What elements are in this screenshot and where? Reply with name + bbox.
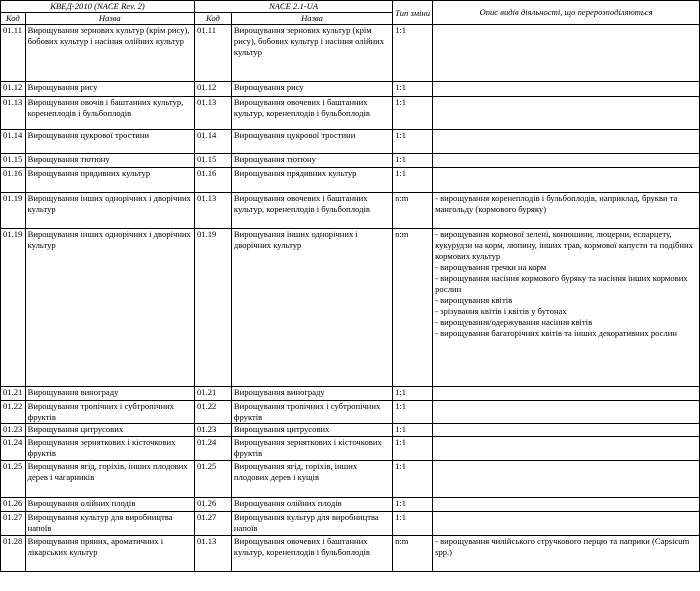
name-old-cell: Вирощування прядивних культур [25,168,194,193]
change-type-cell: 1:1 [393,512,433,536]
change-type-cell: n:m [393,536,433,572]
code-old-cell: 01.28 [1,536,26,572]
code-old-cell: 01.26 [1,498,26,512]
description-cell [433,512,700,536]
description-item: - вирощування багаторiчних квiтiв та iнших декоративних рослин [435,328,677,338]
code-old-cell: 01.19 [1,193,26,229]
name-old-cell: Вирощування олiйних плодiв [25,498,194,512]
name-old-cell: Вирощування зернових культур (крiм рису), бобових культур i насiння олiйних культур [25,25,194,82]
name-old-cell: Вирощування цукрової тростини [25,130,194,154]
code-new-cell: 01.13 [194,193,231,229]
description-cell [433,168,700,193]
description-item: - вирощування/одержування насiння квiтiв [435,317,593,327]
name-new-cell: Вирощування цитрусових [231,424,392,437]
name-old-cell: Вирощування винограду [25,387,194,401]
change-type-cell: n:m [393,229,433,387]
name-new-cell: Вирощування овочевих i баштанних культур, коренеплодiв i бульбоплодiв [231,97,392,130]
table-row [1,168,700,193]
code-new-cell: 01.22 [194,401,231,424]
code-new-cell: 01.13 [194,97,231,130]
table-row [1,498,700,512]
table-row [1,536,700,572]
code-old-cell: 01.22 [1,401,26,424]
table-row [1,401,700,424]
code-new-cell: 01.27 [194,512,231,536]
name-new-cell: Вирощування культур для виробництва напоїв [231,512,392,536]
table-row [1,25,700,82]
name-header-old: Назва [25,13,194,25]
code-old-cell: 01.24 [1,437,26,461]
code-new-cell: 01.21 [194,387,231,401]
code-old-cell: 01.14 [1,130,26,154]
description-item: - вирощування гречки на корм [435,262,547,272]
change-type-cell: 1:1 [393,437,433,461]
description-item: - вирощування насiння кормового буряку та насiння iнших кормових рослин [435,273,688,294]
code-new-cell: 01.15 [194,154,231,168]
description-cell [433,193,700,229]
name-new-cell: Вирощування тропiчних i субтропiчних фруктiв [231,401,392,424]
description-cell [433,97,700,130]
description-item: - вирощування кормової зеленi, конюшини, люцерни, еспарцету, кукурудзи на корм, люпину, iнших трав, кормової капусти та подiбних кормових культур [435,229,693,261]
name-new-cell: Вирощування зерняткових i кiсточкових фруктiв [231,437,392,461]
description-cell [433,424,700,437]
code-old-cell: 01.12 [1,82,26,97]
table-row [1,461,700,498]
name-old-cell: Вирощування пряних, ароматичних i лiкарських культур [25,536,194,572]
table-row [1,154,700,168]
description-cell [433,130,700,154]
code-header-new: Код [194,13,231,25]
description-item: - зрiзування квiтiв i квiтiв у бутонах [435,306,567,316]
code-old-cell: 01.11 [1,25,26,82]
table-body [1,25,700,572]
name-new-cell: Вирощування рису [231,82,392,97]
code-old-cell: 01.23 [1,424,26,437]
description-cell [433,498,700,512]
name-new-cell: Вирощування прядивних культур [231,168,392,193]
change-type-cell: 1:1 [393,154,433,168]
code-header-old: Код [1,13,26,25]
code-new-cell: 01.24 [194,437,231,461]
table-row [1,512,700,536]
code-new-cell: 01.12 [194,82,231,97]
name-old-cell: Вирощування овочiв i баштанних культур, коренеплодiв i бульбоплодiв [25,97,194,130]
name-header-new: Назва [231,13,392,25]
code-old-cell: 01.21 [1,387,26,401]
name-new-cell: Вирощування зернових культур (крiм рису), бобових культур i насiння олiйних культур [231,25,392,82]
description-cell [433,82,700,97]
code-new-cell: 01.23 [194,424,231,437]
description-cell [433,387,700,401]
name-new-cell: Вирощування овочевих i баштанних культур, коренеплодiв i бульбоплодiв [231,193,392,229]
description-cell [433,154,700,168]
name-new-cell: Вирощування цукрової тростини [231,130,392,154]
change-type-cell: 1:1 [393,424,433,437]
table-row [1,97,700,130]
description-column-header: Опис видiв дiяльностi, що перерозподiляються [433,1,700,25]
code-new-cell: 01.11 [194,25,231,82]
change-type-cell: 1:1 [393,401,433,424]
name-old-cell: Вирощування рису [25,82,194,97]
name-new-cell: Вирощування олiйних плодiв [231,498,392,512]
change-type-cell: 1:1 [393,97,433,130]
table-row [1,387,700,401]
description-cell [433,461,700,498]
table-row [1,424,700,437]
name-old-cell: Вирощування культур для виробництва напоїв [25,512,194,536]
code-new-cell: 01.16 [194,168,231,193]
change-type-cell: 1:1 [393,461,433,498]
name-new-cell: Вирощування iнших однорiчних i дворiчних культур [231,229,392,387]
change-type-cell: 1:1 [393,387,433,401]
description-item: - вирощування чилiйського стручкового перцю та паприки (Capsicum spp.) [435,536,690,557]
table-row [1,229,700,387]
table-row [1,193,700,229]
table-row [1,82,700,97]
name-new-cell: Вирощування овочевих i баштанних культур, коренеплодiв i бульбоплодiв [231,536,392,572]
change-type-cell: 1:1 [393,130,433,154]
name-old-cell: Вирощування iнших однорiчних i дворiчних культур [25,229,194,387]
description-cell [433,401,700,424]
group-header-new: NACE 2.1-UA [194,1,392,13]
description-cell [433,437,700,461]
name-old-cell: Вирощування iнших однорiчних i дворiчних культур [25,193,194,229]
code-new-cell: 01.14 [194,130,231,154]
name-old-cell: Вирощування тропiчних i субтропiчних фруктiв [25,401,194,424]
name-new-cell: Вирощування ягiд, горiхiв, iнших плодових дерев i кущiв [231,461,392,498]
code-old-cell: 01.15 [1,154,26,168]
code-new-cell: 01.25 [194,461,231,498]
name-old-cell: Вирощування тютюну [25,154,194,168]
code-old-cell: 01.13 [1,97,26,130]
code-new-cell: 01.13 [194,536,231,572]
table-row [1,130,700,154]
table-row [1,437,700,461]
description-cell [433,536,700,572]
name-new-cell: Вирощування тютюну [231,154,392,168]
name-old-cell: Вирощування зерняткових i кiсточкових фруктiв [25,437,194,461]
group-header-old: КВЕД-2010 (NACE Rev. 2) [1,1,195,13]
change-type-cell: 1:1 [393,498,433,512]
change-type-cell: 1:1 [393,168,433,193]
name-old-cell: Вирощування цитрусових [25,424,194,437]
code-old-cell: 01.27 [1,512,26,536]
change-type-cell: 1:1 [393,82,433,97]
code-old-cell: 01.16 [1,168,26,193]
change-type-cell: 1:1 [393,25,433,82]
description-item: - вирощування коренеплодiв i бульбоплодiв, наприклад, брукви та мангольду (кормового буряку) [435,193,678,214]
description-cell [433,25,700,82]
code-old-cell: 01.19 [1,229,26,387]
description-item: - вирощування квiтiв [435,295,513,305]
code-new-cell: 01.19 [194,229,231,387]
type-column-header: Тип змiни [393,1,433,25]
code-old-cell: 01.25 [1,461,26,498]
name-old-cell: Вирощування ягiд, горiхiв, iнших плодових дерев i чагарникiв [25,461,194,498]
description-cell [433,229,700,387]
change-type-cell: n:m [393,193,433,229]
code-new-cell: 01.26 [194,498,231,512]
name-new-cell: Вирощування винограду [231,387,392,401]
